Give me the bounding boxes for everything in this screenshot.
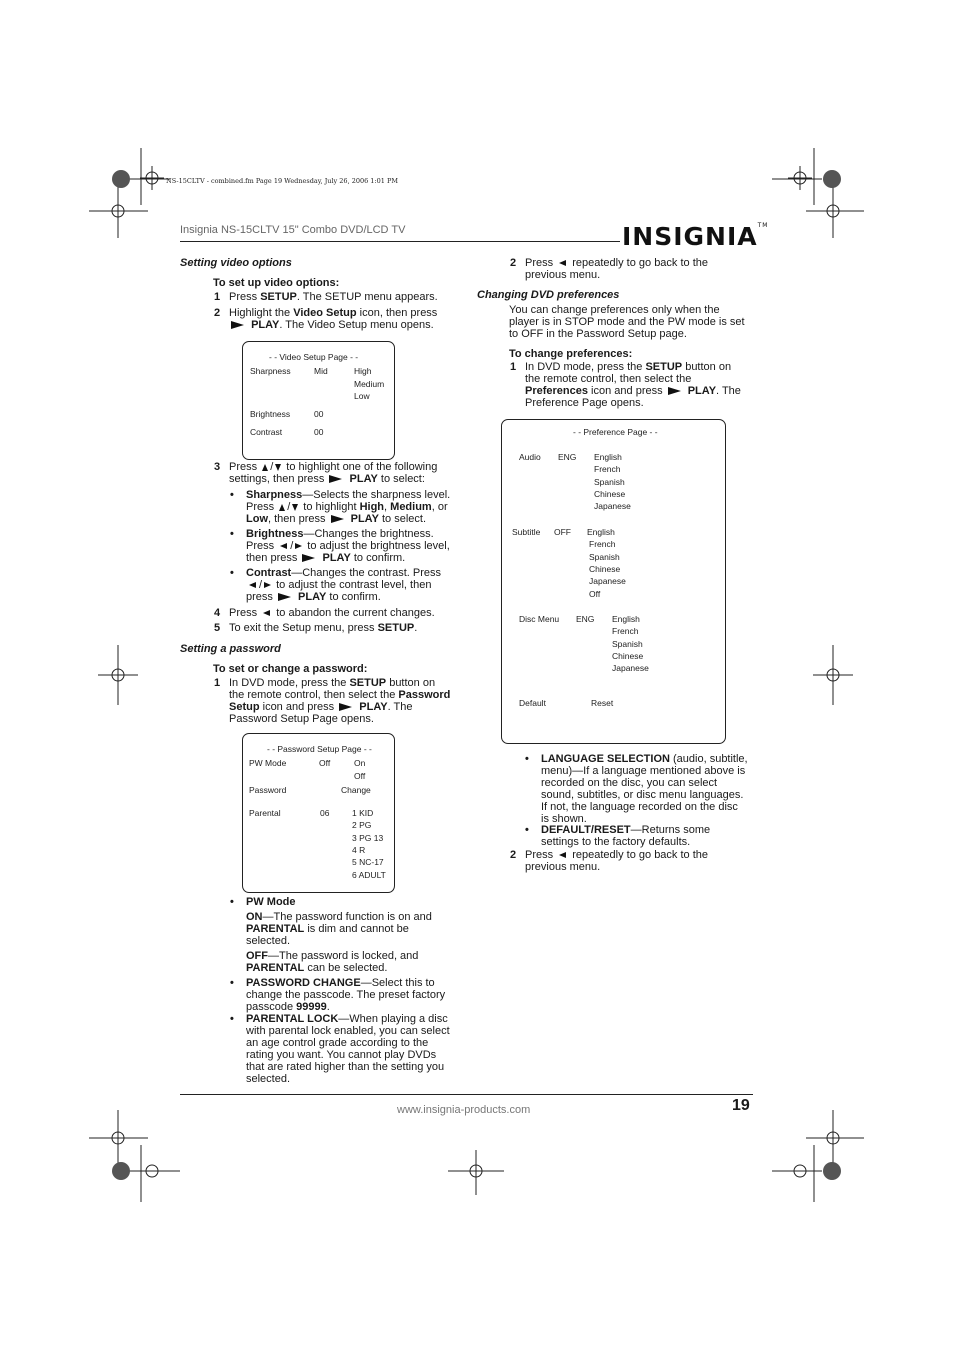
password-step-1 [214,677,451,725]
menu-label: Parental [249,808,281,818]
step-number: 1 [214,291,221,303]
bullet-dot: • [230,489,234,501]
text: To exit the Setup menu, press [229,622,378,634]
menu-title: - - Password Setup Page - - [267,744,372,754]
text: —Select this to [360,977,435,989]
text: an age control grade according to the [246,1037,429,1049]
menu-option: Off [354,771,366,781]
text-bold: 99999 [296,1001,327,1013]
text: . [326,1001,330,1013]
menu-value: 00 [314,427,324,437]
text: . The Video Setup menu opens. [279,319,434,331]
text: settings, then press [229,473,328,485]
menu-label: Sharpness [250,366,291,376]
text-bold: PARENTAL [246,962,305,974]
menu-option: 5 NC-17 [352,857,384,867]
text-bold: High [359,501,385,513]
step-number: 2 [214,307,221,319]
menu-option: Japanese [589,576,626,586]
text: You can change preferences only when the [509,304,720,316]
menu-option: 2 PG [352,820,372,830]
menu-value: Reset [591,698,614,708]
play-icon [331,515,344,523]
text-bold: PW Mode [246,896,296,908]
text: to OFF in the Password Setup page. [509,328,687,340]
video-step-2 [214,307,438,331]
menu-value: 06 [320,808,330,818]
text: selected. [246,1073,291,1085]
bullet-dot: • [230,896,234,908]
text: —Changes the brightness. [303,528,434,540]
text: then press [246,552,301,564]
menu-option: Chinese [589,564,621,574]
text: is dim and cannot be [304,923,409,935]
menu-label: Audio [519,452,541,462]
menu-option: English [594,452,622,462]
section-video-options: Setting video options [180,257,292,269]
menu-option: 6 ADULT [352,870,386,880]
text-bold: PARENTAL LOCK [246,1013,339,1025]
left-arrow-icon [263,610,270,616]
page-number: 19 [732,1097,750,1114]
menu-value: 00 [314,409,324,419]
menu-value: ENG [558,452,577,462]
menu-option: 4 R [352,845,366,855]
text: If not, the language recorded on the disc [541,801,738,813]
text: . The [716,385,741,397]
password-setup-menu [242,733,395,893]
up-arrow-icon [262,464,268,471]
step-number: 1 [214,677,221,689]
menu-option: On [354,758,366,768]
text: —Selects the sharpness level. [302,489,451,501]
text-bold: OFF [246,950,268,962]
text-bold: SETUP [349,677,387,689]
text-bold: PLAY [349,473,378,485]
menu-option: English [587,527,615,537]
menu-option: Spanish [612,639,643,649]
text: previous menu. [525,861,601,873]
menu-option: High [354,366,372,376]
bullet-pw-mode [230,896,296,908]
text: icon and press [588,385,666,397]
bullet-dot: • [230,528,234,540]
text: —The password function is on and [262,911,432,923]
text-bold: Video Setup [293,307,357,319]
text: Press [525,849,557,861]
text-bold: LANGUAGE SELECTION [541,753,670,765]
text: to select. [378,513,427,525]
procedure-preferences: To change preferences: [509,348,633,360]
left-arrow-icon [280,543,287,549]
text-bold: ON [246,911,263,923]
procedure-video: To set up video options: [213,277,340,289]
menu-option: Japanese [594,501,631,511]
text: the remote control, then select the [525,373,692,385]
video-step-3: 3 Press / to highlight one of the following settings, then press PLAY to select: [214,461,438,485]
text: selected. [246,935,291,947]
text-bold: PARENTAL [246,923,305,935]
menu-value: Off [319,758,331,768]
text: , then press [268,513,329,525]
text: button on [682,361,732,373]
header-title: Insignia NS-15CLTV 15" Combo DVD/LCD TV [180,224,406,236]
text-bold: PASSWORD CHANGE [246,977,361,989]
bullet-dot: • [230,977,234,989]
text: Highlight the [229,307,294,319]
menu-option: Chinese [612,651,644,661]
bullet-language-selection [525,753,748,825]
text: recorded on the disc, you can select [541,777,718,789]
text-bold: Contrast [246,567,292,579]
menu-label: PW Mode [249,758,287,768]
section-password: Setting a password [180,643,281,655]
text-bold: SETUP [260,291,297,303]
play-icon [278,593,291,601]
text-bold: Low [246,513,268,525]
text-bold: PLAY [687,385,717,397]
bullet-dot: • [525,753,529,765]
bullet-sharpness: • Sharpness—Selects the sharpness level. Press / to highlight High, Medium, or Low, then press PLAY to select. [230,489,451,525]
text: (audio, subtitle, [669,753,748,765]
text: to abandon the current changes. [273,607,435,619]
footer-url: www.insignia-products.com [397,1104,531,1116]
menu-option: English [612,614,640,624]
text: settings to the factory defaults. [541,836,691,848]
text: to highlight one of the following [283,461,438,473]
text: Press [229,607,261,619]
text: button on [386,677,436,689]
text: sound, subtitles, or disc menu languages. [541,789,744,801]
menu-option: 1 KID [352,808,374,818]
logo-tm: TM [757,222,769,229]
play-icon [339,703,352,711]
text-bold: PLAY [322,552,351,564]
text-bold: SETUP [377,622,415,634]
left-arrow-icon [559,260,566,266]
pw-off-description [246,950,418,974]
text: to confirm. [326,591,381,603]
bullet-dot: • [230,567,234,579]
text: Password Setup Page opens. [229,713,374,725]
right-top-step-2 [510,257,709,281]
menu-label: Brightness [250,409,291,419]
bullet-parental-lock [230,1013,450,1085]
text: icon and press [259,701,338,713]
step-number: 1 [510,361,517,373]
play-icon [668,387,681,395]
menu-label: Password [249,785,287,795]
menu-label: Disc Menu [519,614,560,624]
text-bold: Setup [229,701,260,713]
right-arrow-icon [264,582,271,588]
text: with parental lock enabled, you can select [246,1025,450,1037]
step-number: 2 [510,849,517,861]
text-bold: PLAY [298,591,327,603]
preferences-intro [509,304,745,340]
play-icon [302,554,315,562]
text-bold: SETUP [645,361,683,373]
text: . The [387,701,413,713]
text: —The password is locked, and [268,950,419,962]
text-bold: Medium [390,501,432,513]
text: the remote control, then select the [229,689,399,701]
menu-option: French [589,539,616,549]
text: icon, then press [356,307,438,319]
text: to confirm. [350,552,406,564]
section-dvd-preferences: Changing DVD preferences [477,289,620,301]
menu-option: Spanish [589,552,620,562]
bullet-default-reset [525,824,711,848]
text: In DVD mode, press the [229,677,350,689]
text: . The SETUP menu appears. [296,291,438,303]
right-arrow-icon [295,543,302,549]
down-arrow-icon [275,464,281,471]
pw-on-description [246,911,432,947]
text: to adjust the brightness level, [304,540,450,552]
menu-option: Off [589,589,601,599]
menu-option: French [594,464,621,474]
text: change the passcode. The preset factory [246,989,446,1001]
video-step-5 [214,622,418,634]
menu-value: ENG [576,614,595,624]
bullet-dot: • [525,824,529,836]
menu-value: Mid [314,366,328,376]
text: Press [229,291,261,303]
text: press [246,591,276,603]
menu-label: Contrast [250,427,283,437]
up-arrow-icon [279,504,285,511]
menu-option: French [612,626,639,636]
menu-value: OFF [554,527,571,537]
text: Press [525,257,557,269]
left-arrow-icon [559,852,566,858]
text: , [384,501,391,513]
left-arrow-icon [249,582,256,588]
text-bold: Sharpness [246,489,303,501]
step-number: 4 [214,607,221,619]
insignia-logo [622,222,768,251]
preferences-step-2 [510,849,709,873]
text: —When playing a disc [338,1013,448,1025]
text: Press [246,540,278,552]
menu-option: Chinese [594,489,626,499]
bullet-dot: • [230,1013,234,1025]
text: that are rated higher than the setting you [246,1061,445,1073]
down-arrow-icon [292,504,298,511]
menu-option: Medium [354,379,385,389]
text: , or [431,501,448,513]
text: repeatedly to go back to the [569,257,709,269]
text-bold: Brightness [246,528,304,540]
text: repeatedly to go back to the [569,849,709,861]
text: Press [229,461,261,473]
text-bold: PLAY [251,319,280,331]
header-rule [180,241,620,242]
logo-text: INSIGNIA [622,222,758,251]
bullet-brightness: • Brightness—Changes the brightness. Press / to adjust the brightness level, then press PLAY to confirm. [230,528,450,564]
text: In DVD mode, press the [525,361,646,373]
text-bold: Preferences [525,385,588,397]
text: to select: [377,473,425,485]
bullet-password-change [230,977,446,1013]
play-icon [329,475,342,483]
text: —Changes the contrast. Press [291,567,442,579]
menu-title: - - Preference Page - - [573,427,658,437]
file-info: NS-15CLTV - combined.fm Page 19 Wednesday, July 26, 2006 1:01 PM [166,177,399,185]
text: player is in STOP mode and the PW mode is set [509,316,745,328]
text: passcode [246,1001,297,1013]
text: to adjust the contrast level, then [273,579,432,591]
menu-option: Spanish [594,477,625,487]
menu-option: Japanese [612,663,649,673]
menu-value: Change [341,785,371,795]
video-step-4 [214,607,435,619]
text: . [414,622,418,634]
text: Press [246,501,278,513]
text: is shown. [541,813,587,825]
preference-menu [501,419,726,744]
footer-rule [180,1094,753,1095]
video-setup-menu [242,341,395,460]
step-number: 5 [214,622,221,634]
text-bold: PLAY [359,701,388,713]
text: previous menu. [525,269,601,281]
menu-option: Low [354,391,370,401]
step-number: 3 [214,461,221,473]
text-bold: DEFAULT/RESET [541,824,631,836]
text: menu)—If a language mentioned above is [541,765,746,777]
bullet-contrast: • Contrast—Changes the contrast. Press / to adjust the contrast level, then press PLAY to confirm. [230,567,442,603]
procedure-password: To set or change a password: [213,663,368,675]
video-step-1 [214,291,438,303]
text-bold: Password [398,689,451,701]
menu-label: Subtitle [512,527,541,537]
step-number: 2 [510,257,517,269]
preferences-step-1 [510,361,741,409]
menu-option: 3 PG 13 [352,833,384,843]
text: —Returns some [630,824,711,836]
text: rating you want. You cannot play DVDs [246,1049,437,1061]
menu-title: - - Video Setup Page - - [269,352,359,362]
text-bold: PLAY [350,513,379,525]
text: Preference Page opens. [525,397,644,409]
play-icon [231,321,244,329]
menu-label: Default [519,698,546,708]
text: to highlight [300,501,360,513]
text: can be selected. [304,962,388,974]
